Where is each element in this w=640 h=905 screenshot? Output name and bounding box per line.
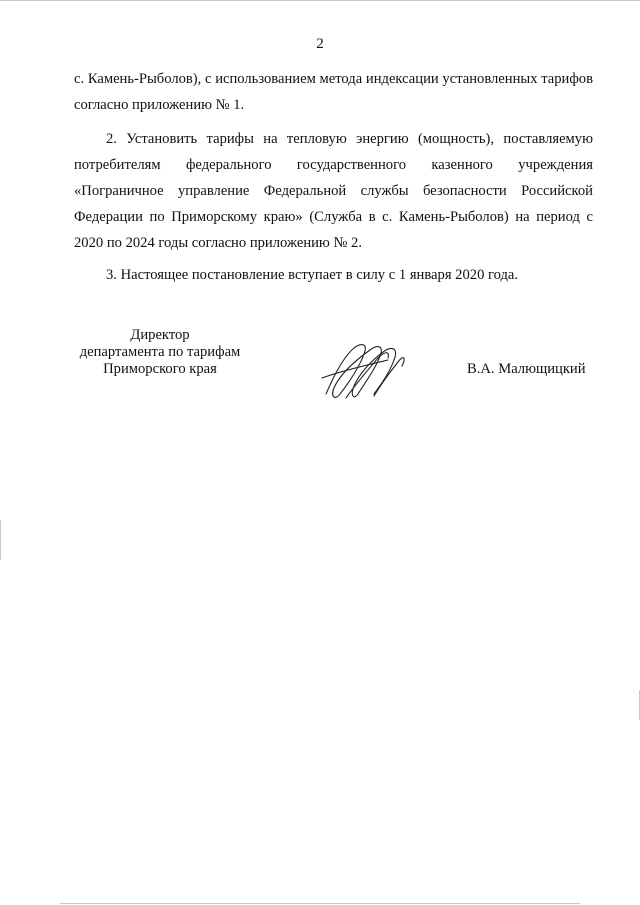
scan-edge-bottom bbox=[60, 903, 580, 904]
body-text bbox=[74, 66, 593, 288]
signatory-name: В.А. Малющицкий bbox=[467, 361, 586, 377]
signatory-title-line: Директор bbox=[130, 327, 190, 343]
paragraph-continuation: с. Камень-Рыболов), с использованием метода индексации установленных тарифов согласно приложению № 1. bbox=[74, 71, 593, 113]
paragraph-item-2: 2. Установить тарифы на тепловую энергию (мощность), поставляемую потребителям федерального государственного казенного учреждения «Пограничное управление Федеральной службы безопасности Российской Федерации по Приморскому краю» (Служба в с. Камень-Рыболов) на период с 2020 по 2024 годы согласно приложению № 2. bbox=[74, 131, 593, 251]
paragraph-item-3: 3. Настоящее постановление вступает в силу с 1 января 2020 года. bbox=[106, 267, 519, 283]
scan-edge-left bbox=[0, 520, 1, 560]
signatory-title-line: Приморского края bbox=[103, 361, 217, 377]
handwritten-signature bbox=[318, 336, 408, 402]
signatory-title bbox=[60, 327, 260, 378]
scan-edge-top bbox=[0, 0, 640, 1]
page-number: 2 bbox=[316, 36, 324, 52]
signatory-title-line: департамента по тарифам bbox=[79, 344, 241, 360]
